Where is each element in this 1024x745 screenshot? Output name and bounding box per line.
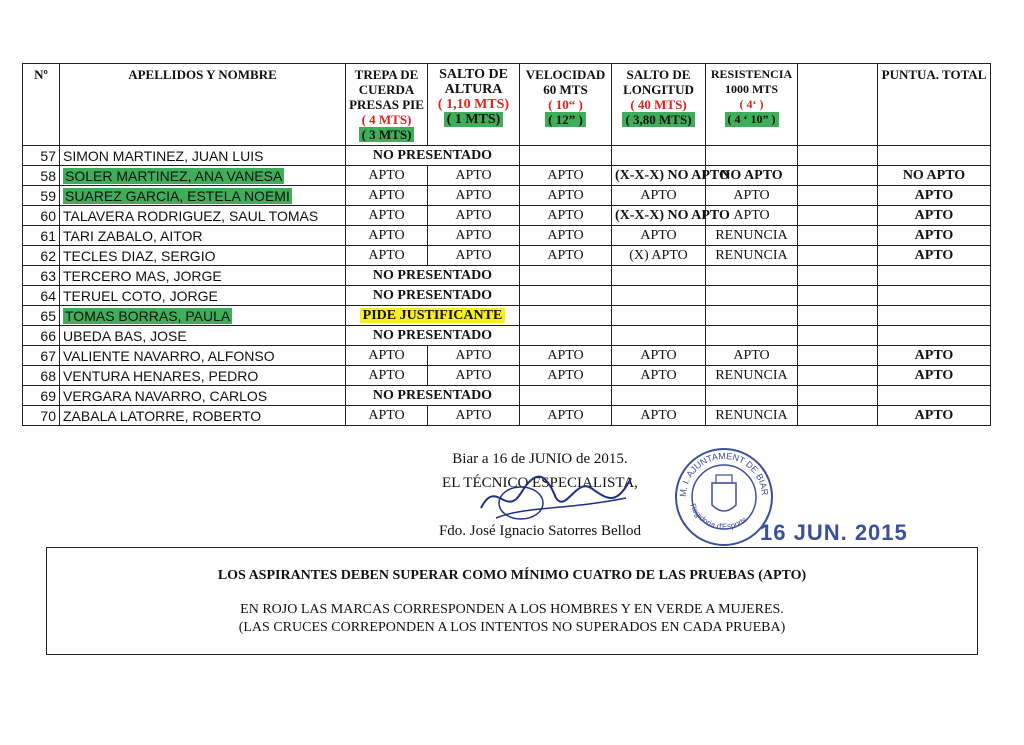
longitud-title: SALTO DE LONGITUD (623, 67, 694, 97)
header-name: APELLIDOS Y NOMBRE (60, 64, 346, 146)
altura-cell: APTO (428, 246, 520, 266)
altura-male-mark: ( 1,10 MTS) (437, 97, 510, 112)
longitud-female-mark: ( 3,80 MTS) (622, 112, 694, 127)
crosses-note: (LAS CRUCES CORREPONDEN A LOS INTENTOS NO SUPERADOS EN CADA PRUEBA) (238, 620, 786, 635)
row-number: 65 (23, 306, 60, 326)
longitud-cell (612, 306, 706, 326)
total-cell: APTO (878, 366, 991, 386)
header-num: Nº (23, 64, 60, 146)
trepa-cell: APTO (346, 406, 428, 426)
resistencia-cell: APTO (706, 206, 798, 226)
resistencia-cell (706, 326, 798, 346)
table-row (23, 306, 991, 326)
resistencia-cell: RENUNCIA (706, 246, 798, 266)
signer-role: EL TÉCNICO ESPECIALISTA, (442, 475, 638, 491)
table-row (23, 166, 991, 186)
empty-cell (798, 186, 878, 206)
candidate-name: SIMON MARTINEZ, JUAN LUIS (60, 146, 346, 166)
total-cell: NO APTO (878, 166, 991, 186)
resistencia-cell: RENUNCIA (706, 366, 798, 386)
svg-text:Regidoria d'Esports (688, 502, 749, 531)
resistencia-cell (706, 306, 798, 326)
velocidad-cell: APTO (520, 166, 612, 186)
place-date: Biar a 16 de JUNIO de 2015. (452, 451, 628, 467)
candidate-name: TARI ZABALO, AITOR (60, 226, 346, 246)
trepa-cell: APTO (346, 206, 428, 226)
longitud-male-mark: ( 40 MTS) (630, 97, 687, 112)
trepa-cell: APTO (346, 246, 428, 266)
longitud-cell (612, 386, 706, 406)
empty-cell (798, 406, 878, 426)
date-stamp: 16 JUN. 2015 (760, 520, 908, 545)
stamp-top-text: M. I. AJUNTAMENT DE BIAR (677, 450, 771, 498)
altura-cell: APTO (428, 186, 520, 206)
velocidad-cell (520, 266, 612, 286)
longitud-cell: APTO (612, 226, 706, 246)
row-number: 69 (23, 386, 60, 406)
trepa-cell: APTO (346, 166, 428, 186)
longitud-cell (612, 146, 706, 166)
altura-title: SALTO DE ALTURA (439, 67, 508, 97)
velocidad-cell: APTO (520, 186, 612, 206)
status-cell: NO PRESENTADO (346, 286, 520, 306)
header-row (23, 64, 991, 146)
longitud-cell: APTO (612, 346, 706, 366)
row-number: 59 (23, 186, 60, 206)
rule-note: LOS ASPIRANTES DEBEN SUPERAR COMO MÍNIMO CUATRO DE LAS PRUEBAS (APTO) (217, 568, 807, 583)
trepa-cell: APTO (346, 366, 428, 386)
table-row (23, 266, 991, 286)
notes-box (46, 547, 978, 655)
velocidad-title: VELOCIDAD 60 MTS (525, 67, 606, 97)
candidate-name-highlight: SUAREZ GARCIA, ESTELA NOEMI (65, 187, 290, 204)
candidate-name-highlight: SOLER MARTINEZ, ANA VANESA (65, 167, 283, 184)
total-cell (878, 286, 991, 306)
status-cell: NO PRESENTADO (346, 326, 520, 346)
total-cell (878, 266, 991, 286)
signer-name: Fdo. José Ignacio Satorres Bellod (438, 523, 642, 539)
velocidad-cell (520, 326, 612, 346)
altura-cell: APTO (428, 166, 520, 186)
longitud-cell: APTO (612, 186, 706, 206)
candidate-name: VERGARA NAVARRO, CARLOS (60, 386, 346, 406)
altura-cell: APTO (428, 346, 520, 366)
velocidad-cell (520, 146, 612, 166)
row-number: 63 (23, 266, 60, 286)
table-row (23, 286, 991, 306)
altura-female-mark: ( 1 MTS) (444, 112, 504, 127)
total-cell (878, 306, 991, 326)
header-salto-altura (428, 64, 520, 146)
velocidad-cell: APTO (520, 406, 612, 426)
resistencia-cell: APTO (706, 346, 798, 366)
row-number: 62 (23, 246, 60, 266)
empty-cell (798, 206, 878, 226)
total-cell (878, 146, 991, 166)
altura-cell: APTO (428, 366, 520, 386)
status-cell: NO PRESENTADO (346, 386, 520, 406)
table-row (23, 146, 991, 166)
row-number: 61 (23, 226, 60, 246)
candidate-name (60, 166, 346, 186)
resistencia-female-mark: ( 4 ‘ 10” ) (725, 112, 779, 127)
velocidad-female-mark: ( 12” ) (545, 112, 586, 127)
color-legend-note: EN ROJO LAS MARCAS CORRESPONDEN A LOS HOMBRES Y EN VERDE A MUJERES. (240, 602, 784, 617)
velocidad-cell: APTO (520, 226, 612, 246)
empty-cell (798, 346, 878, 366)
results-table (22, 63, 991, 426)
table-row (23, 226, 991, 246)
stamp-bottom-text: Regidoria d'Esports (688, 502, 749, 532)
longitud-cell (612, 326, 706, 346)
trepa-female-mark: ( 3 MTS) (359, 127, 415, 142)
table-row (23, 246, 991, 266)
status-cell (346, 306, 520, 326)
resistencia-cell: RENUNCIA (706, 226, 798, 246)
resistencia-title: RESISTENCIA 1000 MTS (710, 67, 793, 96)
status-cell: NO PRESENTADO (346, 266, 520, 286)
trepa-male-mark: ( 4 MTS) (361, 112, 412, 127)
table-row (23, 326, 991, 346)
velocidad-cell (520, 306, 612, 326)
longitud-cell: (X-X-X) NO APTO (612, 166, 706, 186)
candidate-name: UBEDA BAS, JOSE (60, 326, 346, 346)
resistencia-cell (706, 286, 798, 306)
resistencia-cell (706, 266, 798, 286)
header-trepa (346, 64, 428, 146)
row-number: 64 (23, 286, 60, 306)
candidate-name: TECLES DIAZ, SERGIO (60, 246, 346, 266)
resistencia-cell: NO APTO (706, 166, 798, 186)
candidate-name: TALAVERA RODRIGUEZ, SAUL TOMAS (60, 206, 346, 226)
total-cell (878, 386, 991, 406)
row-number: 68 (23, 366, 60, 386)
row-number: 70 (23, 406, 60, 426)
velocidad-cell: APTO (520, 246, 612, 266)
altura-cell: APTO (428, 226, 520, 246)
resistencia-cell (706, 386, 798, 406)
empty-cell (798, 306, 878, 326)
candidate-name (60, 306, 346, 326)
velocidad-cell: APTO (520, 206, 612, 226)
longitud-cell: APTO (612, 406, 706, 426)
trepa-title: TREPA DE CUERDA PRESAS PIE (349, 67, 424, 112)
table-row (23, 346, 991, 366)
resistencia-cell: APTO (706, 186, 798, 206)
longitud-cell (612, 266, 706, 286)
candidate-name: TERUEL COTO, JORGE (60, 286, 346, 306)
trepa-cell: APTO (346, 226, 428, 246)
row-number: 58 (23, 166, 60, 186)
header-resistencia (706, 64, 798, 146)
velocidad-cell: APTO (520, 346, 612, 366)
total-cell: APTO (878, 206, 991, 226)
row-number: 66 (23, 326, 60, 346)
longitud-cell: (X) APTO (612, 246, 706, 266)
header-total: PUNTUA. TOTAL (878, 64, 991, 146)
total-cell: APTO (878, 246, 991, 266)
header-velocidad (520, 64, 612, 146)
resistencia-cell: RENUNCIA (706, 406, 798, 426)
empty-cell (798, 226, 878, 246)
table-row (23, 406, 991, 426)
table-row (23, 386, 991, 406)
empty-cell (798, 326, 878, 346)
total-cell: APTO (878, 346, 991, 366)
altura-cell: APTO (428, 406, 520, 426)
altura-cell: APTO (428, 206, 520, 226)
resistencia-male-mark: ( 4‘ ) (739, 97, 764, 111)
resistencia-cell (706, 146, 798, 166)
candidate-name: VENTURA HENARES, PEDRO (60, 366, 346, 386)
velocidad-cell: APTO (520, 366, 612, 386)
coat-of-arms-icon (712, 483, 736, 511)
empty-cell (798, 166, 878, 186)
longitud-cell: APTO (612, 366, 706, 386)
velocidad-cell (520, 386, 612, 406)
candidate-name: TERCERO MAS, JORGE (60, 266, 346, 286)
header-empty (798, 64, 878, 146)
trepa-cell: APTO (346, 346, 428, 366)
row-number: 67 (23, 346, 60, 366)
empty-cell (798, 366, 878, 386)
empty-cell (798, 146, 878, 166)
empty-cell (798, 266, 878, 286)
empty-cell (798, 286, 878, 306)
trepa-cell: APTO (346, 186, 428, 206)
row-number: 60 (23, 206, 60, 226)
status-highlight: PIDE JUSTIFICANTE (360, 308, 506, 323)
svg-text:M. I. AJUNTAMENT DE BIAR (678, 451, 770, 497)
velocidad-cell (520, 286, 612, 306)
table-row (23, 186, 991, 206)
total-cell: APTO (878, 406, 991, 426)
table-row (23, 206, 991, 226)
longitud-cell: (X-X-X) NO APTO (612, 206, 706, 226)
row-number: 57 (23, 146, 60, 166)
candidate-name (60, 186, 346, 206)
empty-cell (798, 386, 878, 406)
longitud-cell (612, 286, 706, 306)
total-cell: APTO (878, 186, 991, 206)
total-cell (878, 326, 991, 346)
header-salto-longitud (612, 64, 706, 146)
candidate-name: VALIENTE NAVARRO, ALFONSO (60, 346, 346, 366)
table-row (23, 366, 991, 386)
candidate-name-highlight: TOMAS BORRAS, PAULA (65, 307, 231, 324)
total-cell: APTO (878, 226, 991, 246)
status-cell: NO PRESENTADO (346, 146, 520, 166)
empty-cell (798, 246, 878, 266)
candidate-name: ZABALA LATORRE, ROBERTO (60, 406, 346, 426)
handwritten-signature (476, 458, 636, 538)
velocidad-male-mark: ( 10“ ) (548, 97, 583, 112)
